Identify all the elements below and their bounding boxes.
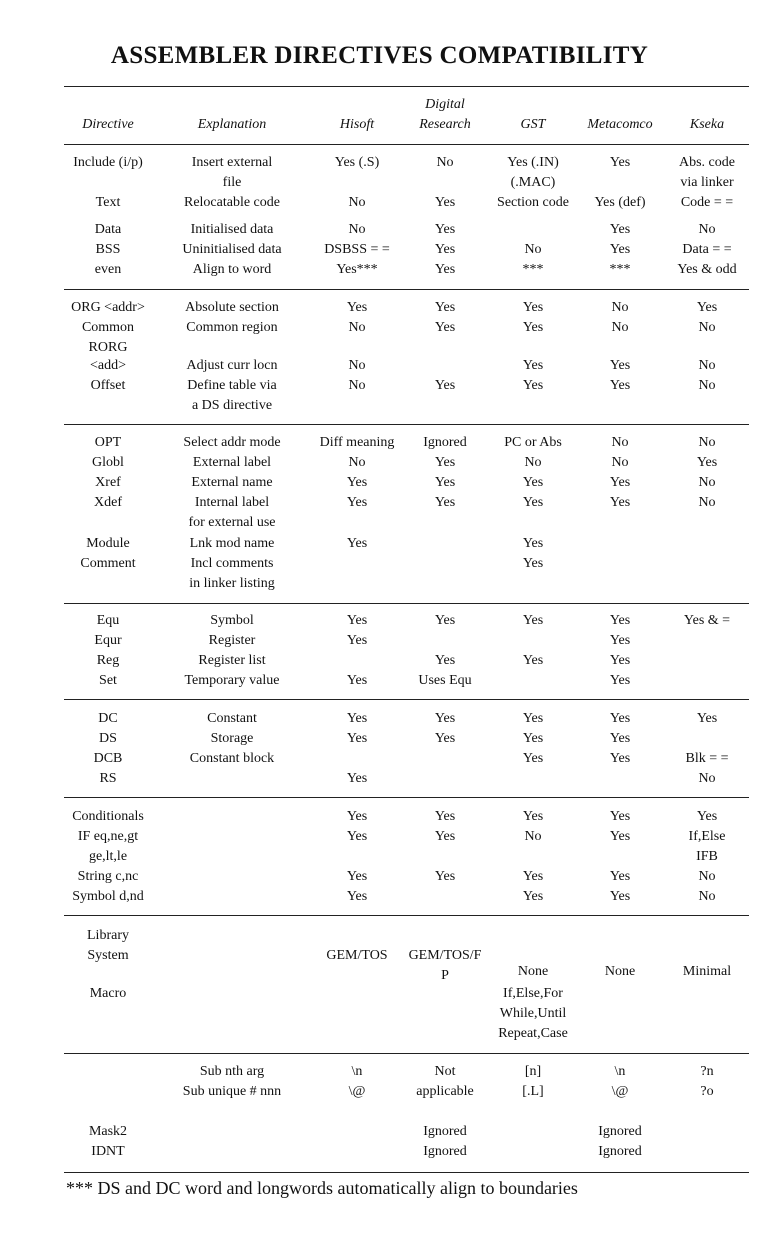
- header-explanation: Explanation: [197, 117, 267, 132]
- cell-dc-kseka: Yes: [696, 711, 718, 726]
- cell-xref-metacomco: Yes: [609, 475, 631, 490]
- cell-data-explanation: Initialised data: [190, 222, 274, 237]
- cell-sub-nth-arg-gst: [n]: [524, 1064, 542, 1079]
- cell-xdef-digital-research: Yes: [434, 495, 456, 510]
- cell-text-digital-research: Yes: [434, 195, 456, 210]
- header-kseka: Kseka: [689, 117, 725, 132]
- cell-reg-digital-research: Yes: [434, 653, 456, 668]
- cell-add-gst: Yes: [522, 358, 544, 373]
- table-rule: [64, 797, 749, 798]
- cell-data-directive: Data: [94, 222, 122, 237]
- table-rule: [64, 915, 749, 916]
- cell-even-explanation: Align to word: [192, 262, 272, 277]
- cell-sub-unique-kseka: ?o: [700, 1084, 714, 1099]
- cell-bss-explanation: Uninitialised data: [182, 242, 282, 257]
- cell-text-explanation: Relocatable code: [183, 195, 280, 210]
- cell-dc-explanation: Constant: [207, 711, 257, 726]
- cell-set-metacomco: Yes: [609, 673, 631, 688]
- cell-rorg-directive: RORG: [88, 340, 128, 355]
- cell-dcb-kseka: Blk = =: [685, 751, 729, 766]
- cell-string-gst: Yes: [522, 869, 544, 884]
- cell-if-digital-research: Yes: [434, 829, 456, 844]
- cell-text-metacomco: Yes (def): [594, 195, 646, 210]
- cell-reg-explanation: Register list: [198, 653, 266, 668]
- cell-sub-nth-arg-explanation: Sub nth arg: [199, 1064, 265, 1079]
- cell-comment-explanation: Incl comments in linker listing: [189, 556, 275, 591]
- cell-if-metacomco: Yes: [609, 829, 631, 844]
- cell-globl-explanation: External label: [192, 455, 272, 470]
- cell-dcb-explanation: Constant block: [189, 751, 275, 766]
- cell-conditionals-gst: Yes: [522, 809, 544, 824]
- cell-offset-gst: Yes: [522, 378, 544, 393]
- cell-if-gst: No: [524, 829, 542, 844]
- cell-include-digital-research: No: [436, 155, 454, 170]
- cell-include-gst: Yes (.IN) (.MAC): [507, 155, 559, 190]
- cell-set-explanation: Temporary value: [184, 673, 280, 688]
- table-rule: [64, 1172, 749, 1173]
- cell-idnt-directive: IDNT: [91, 1144, 125, 1159]
- cell-sub-nth-arg-digital-research: Not: [434, 1064, 456, 1079]
- cell-none-kseka: Minimal: [682, 964, 732, 979]
- cell-org-explanation: Absolute section: [185, 300, 279, 315]
- cell-org-directive: ORG <addr>: [71, 300, 145, 315]
- cell-idnt-metacomco: Ignored: [598, 1144, 642, 1159]
- cell-equ-directive: Equ: [96, 613, 120, 628]
- cell-xref-digital-research: Yes: [434, 475, 456, 490]
- cell-add-metacomco: Yes: [609, 358, 631, 373]
- cell-offset-kseka: No: [698, 378, 716, 393]
- cell-offset-explanation: Define table via a DS directive: [187, 378, 277, 413]
- cell-set-hisoft: Yes: [346, 673, 368, 688]
- cell-equr-metacomco: Yes: [609, 633, 631, 648]
- cell-mask2-metacomco: Ignored: [598, 1124, 642, 1139]
- cell-none-metacomco: None: [604, 964, 636, 979]
- cell-set-directive: Set: [99, 673, 117, 688]
- cell-common-digital-research: Yes: [434, 320, 456, 335]
- cell-include-directive: Include (i/p): [73, 155, 143, 170]
- cell-xref-directive: Xref: [95, 475, 121, 490]
- cell-module-gst: Yes: [522, 536, 544, 551]
- cell-globl-kseka: Yes: [696, 455, 718, 470]
- cell-ds-digital-research: Yes: [434, 731, 456, 746]
- cell-equ-explanation: Symbol: [210, 613, 254, 628]
- cell-common-gst: Yes: [522, 320, 544, 335]
- cell-even-directive: even: [94, 262, 122, 277]
- cell-string-directive: String c,nc: [77, 869, 139, 884]
- cell-dcb-gst: Yes: [522, 751, 544, 766]
- footnote: *** DS and DC word and longwords automatically align to boundaries: [66, 1178, 578, 1198]
- cell-equr-directive: Equr: [94, 633, 122, 648]
- cell-org-kseka: Yes: [696, 300, 718, 315]
- cell-string-kseka: No: [698, 869, 716, 884]
- cell-ds-gst: Yes: [522, 731, 544, 746]
- cell-equ-hisoft: Yes: [346, 613, 368, 628]
- cell-offset-hisoft: No: [348, 378, 366, 393]
- cell-equ-metacomco: Yes: [609, 613, 631, 628]
- cell-symbol-metacomco: Yes: [609, 889, 631, 904]
- cell-bss-metacomco: Yes: [609, 242, 631, 257]
- cell-equ-gst: Yes: [522, 613, 544, 628]
- cell-system-hisoft: GEM/TOS: [326, 948, 388, 963]
- cell-rs-kseka: No: [698, 771, 716, 786]
- cell-text-gst: Section code: [497, 195, 569, 210]
- cell-org-hisoft: Yes: [346, 300, 368, 315]
- cell-sub-nth-arg-metacomco: \n: [614, 1064, 626, 1079]
- cell-idnt-digital-research: Ignored: [423, 1144, 467, 1159]
- table-rule: [64, 144, 749, 145]
- cell-macro-gst: If,Else,For While,Until Repeat,Case: [498, 986, 568, 1041]
- cell-rs-directive: RS: [99, 771, 117, 786]
- cell-xdef-kseka: No: [698, 495, 716, 510]
- cell-data-metacomco: Yes: [609, 222, 631, 237]
- cell-equr-hisoft: Yes: [346, 633, 368, 648]
- cell-dc-gst: Yes: [522, 711, 544, 726]
- cell-sub-unique-hisoft: \@: [348, 1084, 366, 1099]
- cell-library-directive: Library: [87, 928, 129, 943]
- cell-even-digital-research: Yes: [434, 262, 456, 277]
- cell-opt-hisoft: Diff meaning: [319, 435, 395, 450]
- cell-common-hisoft: No: [348, 320, 366, 335]
- cell-dc-hisoft: Yes: [346, 711, 368, 726]
- cell-equr-explanation: Register: [208, 633, 256, 648]
- cell-string-metacomco: Yes: [609, 869, 631, 884]
- cell-add-kseka: No: [698, 358, 716, 373]
- cell-even-kseka: Yes & odd: [677, 262, 737, 277]
- cell-ds-directive: DS: [99, 731, 117, 746]
- cell-xref-hisoft: Yes: [346, 475, 368, 490]
- cell-dc-metacomco: Yes: [609, 711, 631, 726]
- cell-conditionals-metacomco: Yes: [609, 809, 631, 824]
- cell-even-gst: ***: [522, 262, 544, 277]
- cell-org-metacomco: No: [611, 300, 629, 315]
- header-directive: Directive: [82, 117, 134, 132]
- cell-xref-explanation: External name: [191, 475, 273, 490]
- cell-rs-hisoft: Yes: [346, 771, 368, 786]
- cell-globl-directive: Globl: [92, 455, 124, 470]
- table-rule: [64, 699, 749, 700]
- cell-globl-metacomco: No: [611, 455, 629, 470]
- cell-sub-unique-gst: [.L]: [522, 1084, 544, 1099]
- header-gst: GST: [520, 117, 546, 132]
- table-rule: [64, 289, 749, 290]
- cell-system-directive: System: [87, 948, 129, 963]
- cell-bss-gst: No: [524, 242, 542, 257]
- cell-text-kseka: Code = =: [680, 195, 734, 210]
- cell-opt-directive: OPT: [94, 435, 122, 450]
- cell-symbol-hisoft: Yes: [346, 889, 368, 904]
- cell-string-hisoft: Yes: [346, 869, 368, 884]
- cell-globl-hisoft: No: [348, 455, 366, 470]
- cell-globl-gst: No: [524, 455, 542, 470]
- cell-ds-hisoft: Yes: [346, 731, 368, 746]
- cell-xdef-explanation: Internal label for external use: [188, 495, 276, 530]
- cell-sub-unique-explanation: Sub unique # nnn: [182, 1084, 282, 1099]
- cell-bss-hisoft: DSBSS = =: [324, 242, 390, 257]
- cell-bss-kseka: Data = =: [682, 242, 732, 257]
- cell-sub-nth-arg-hisoft: \n: [351, 1064, 363, 1079]
- cell-text-hisoft: No: [348, 195, 366, 210]
- cell-xdef-directive: Xdef: [94, 495, 122, 510]
- table-rule: [64, 603, 749, 604]
- cell-dc-directive: DC: [98, 711, 118, 726]
- cell-common-directive: Common: [81, 320, 135, 335]
- cell-ds-metacomco: Yes: [609, 731, 631, 746]
- cell-opt-explanation: Select addr mode: [183, 435, 281, 450]
- page-title: ASSEMBLER DIRECTIVES COMPATIBILITY: [110, 42, 649, 69]
- cell-opt-metacomco: No: [611, 435, 629, 450]
- cell-none-gst: None: [517, 964, 549, 979]
- cell-dcb-directive: DCB: [93, 751, 123, 766]
- cell-include-explanation: Insert external file: [191, 155, 273, 190]
- cell-string-digital-research: Yes: [434, 869, 456, 884]
- cell-symbol-directive: Symbol d,nd: [72, 889, 144, 904]
- cell-module-hisoft: Yes: [346, 536, 368, 551]
- cell-xdef-hisoft: Yes: [346, 495, 368, 510]
- cell-sub-unique-metacomco: \@: [611, 1084, 629, 1099]
- cell-opt-gst: PC or Abs: [504, 435, 562, 450]
- cell-sub-unique-digital-research: applicable: [416, 1084, 474, 1099]
- cell-symbol-gst: Yes: [522, 889, 544, 904]
- cell-data-hisoft: No: [348, 222, 366, 237]
- cell-equ-kseka: Yes & =: [683, 613, 731, 628]
- cell-reg-gst: Yes: [522, 653, 544, 668]
- cell-common-explanation: Common region: [186, 320, 278, 335]
- cell-add-hisoft: No: [348, 358, 366, 373]
- cell-module-directive: Module: [86, 536, 130, 551]
- cell-even-metacomco: ***: [609, 262, 631, 277]
- table-rule: [64, 86, 749, 87]
- cell-xref-kseka: No: [698, 475, 716, 490]
- header-metacomco: Metacomco: [587, 117, 653, 132]
- cell-if-kseka: If,Else IFB: [688, 829, 726, 864]
- cell-add-directive: <add>: [89, 358, 126, 373]
- cell-conditionals-digital-research: Yes: [434, 809, 456, 824]
- cell-xref-gst: Yes: [522, 475, 544, 490]
- cell-offset-directive: Offset: [90, 378, 126, 393]
- cell-text-directive: Text: [95, 195, 121, 210]
- cell-data-digital-research: Yes: [434, 222, 456, 237]
- cell-xdef-gst: Yes: [522, 495, 544, 510]
- header-hisoft: Hisoft: [339, 117, 375, 132]
- cell-sub-nth-arg-kseka: ?n: [700, 1064, 714, 1079]
- cell-even-hisoft: Yes***: [336, 262, 378, 277]
- cell-offset-metacomco: Yes: [609, 378, 631, 393]
- table-rule: [64, 1053, 749, 1054]
- cell-if-directive: IF eq,ne,gt ge,lt,le: [77, 829, 139, 864]
- cell-opt-digital-research: Ignored: [423, 435, 467, 450]
- cell-offset-digital-research: Yes: [434, 378, 456, 393]
- cell-data-kseka: No: [698, 222, 716, 237]
- cell-reg-directive: Reg: [96, 653, 120, 668]
- cell-system-digital-research: GEM/TOS/F P: [408, 948, 482, 983]
- cell-include-hisoft: Yes (.S): [334, 155, 380, 170]
- cell-include-metacomco: Yes: [609, 155, 631, 170]
- cell-bss-directive: BSS: [95, 242, 121, 257]
- cell-common-metacomco: No: [611, 320, 629, 335]
- cell-conditionals-kseka: Yes: [696, 809, 718, 824]
- cell-comment-gst: Yes: [522, 556, 544, 571]
- cell-conditionals-hisoft: Yes: [346, 809, 368, 824]
- cell-opt-kseka: No: [698, 435, 716, 450]
- cell-conditionals-directive: Conditionals: [72, 809, 144, 824]
- cell-bss-digital-research: Yes: [434, 242, 456, 257]
- cell-org-gst: Yes: [522, 300, 544, 315]
- cell-common-kseka: No: [698, 320, 716, 335]
- cell-macro-directive: Macro: [89, 986, 127, 1001]
- cell-dcb-metacomco: Yes: [609, 751, 631, 766]
- cell-reg-metacomco: Yes: [609, 653, 631, 668]
- cell-if-hisoft: Yes: [346, 829, 368, 844]
- cell-xdef-metacomco: Yes: [609, 495, 631, 510]
- cell-include-kseka: Abs. code via linker: [679, 155, 735, 190]
- cell-mask2-directive: Mask2: [88, 1124, 128, 1139]
- table-rule: [64, 424, 749, 425]
- cell-mask2-digital-research: Ignored: [423, 1124, 467, 1139]
- cell-ds-explanation: Storage: [210, 731, 254, 746]
- cell-org-digital-research: Yes: [434, 300, 456, 315]
- cell-comment-directive: Comment: [80, 556, 136, 571]
- cell-dc-digital-research: Yes: [434, 711, 456, 726]
- cell-globl-digital-research: Yes: [434, 455, 456, 470]
- cell-add-explanation: Adjust curr locn: [186, 358, 278, 373]
- cell-module-explanation: Lnk mod name: [189, 536, 275, 551]
- cell-set-digital-research: Uses Equ: [418, 673, 472, 688]
- cell-symbol-kseka: No: [698, 889, 716, 904]
- cell-equ-digital-research: Yes: [434, 613, 456, 628]
- header-digital-research: Digital Research: [419, 97, 471, 132]
